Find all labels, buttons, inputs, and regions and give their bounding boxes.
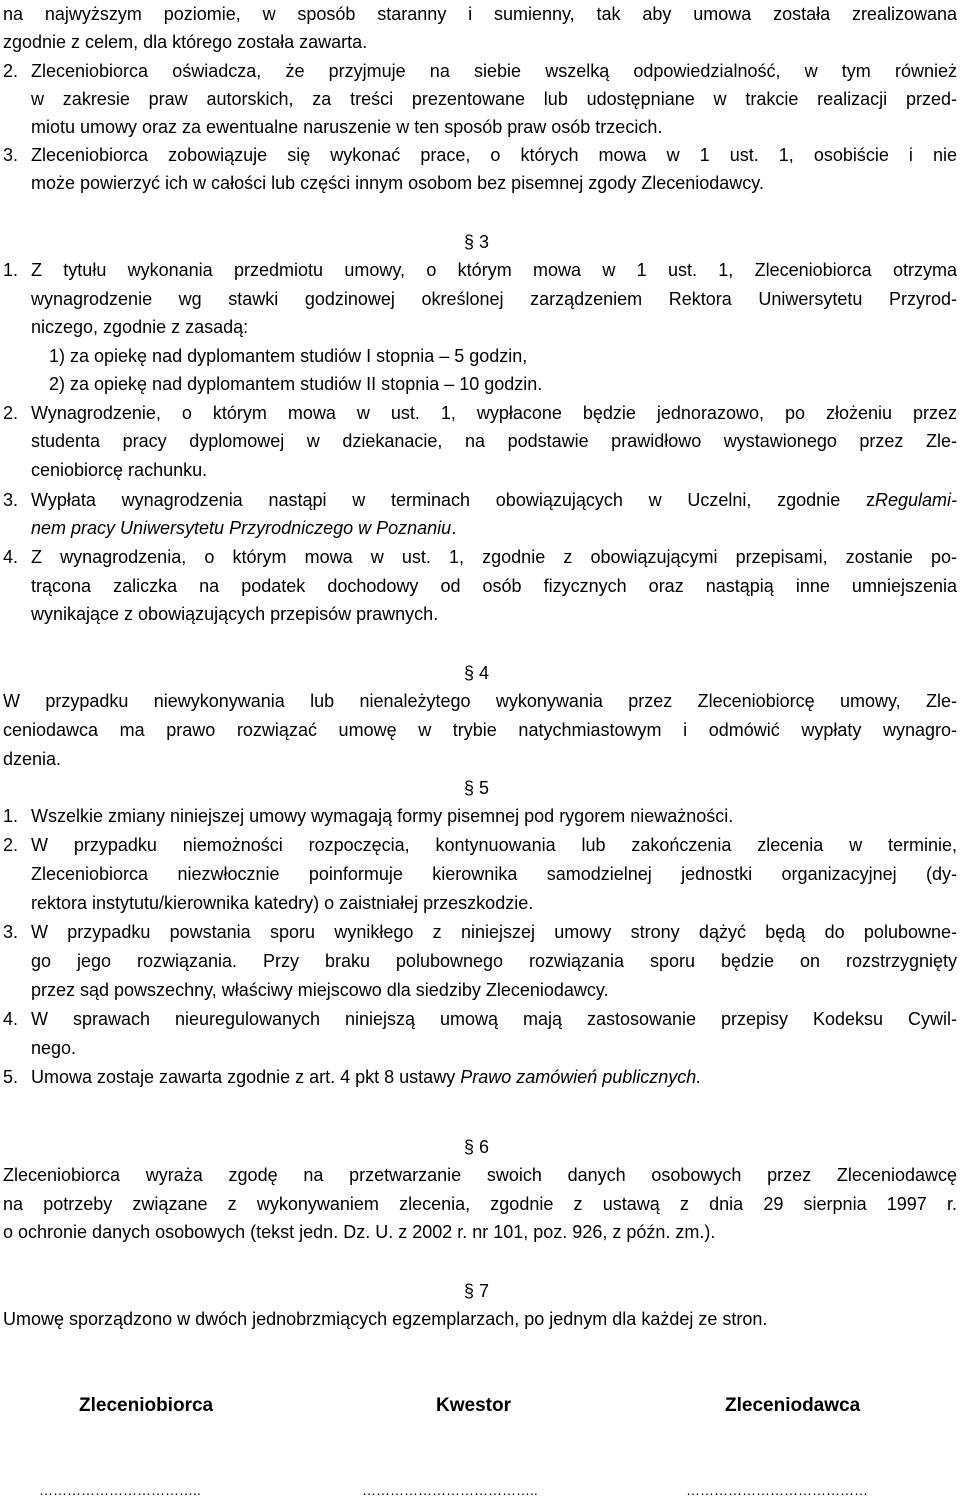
paragraph-line: na potrzeby związane z wykonywaniem zlecenia, zgodnie z ustawą z dnia 29 sierpnia 1997 r.: [3, 1194, 957, 1214]
signature-line-bursar: ………………………………..: [362, 1482, 538, 1498]
section-heading: § 5: [464, 778, 490, 798]
paragraph-line: nego.: [31, 1038, 77, 1058]
section-heading: § 6: [464, 1137, 490, 1157]
section-heading: § 7: [464, 1281, 490, 1301]
list-number: 4.: [3, 1009, 19, 1029]
paragraph-line: go jego rozwiązania. Przy braku polubownego rozwiązania sporu będzie on rozstrzygnięty: [31, 951, 957, 971]
paragraph-line: na najwyższym poziomie, w sposób staranny i sumienny, tak aby umowa została zrealizowana: [3, 4, 957, 24]
paragraph-line: Wypłata wynagrodzenia nastąpi w terminach obowiązujących w Uczelni, zgodnie z Regulami-: [31, 490, 957, 510]
paragraph-line: Zleceniobiorca zobowiązuje się wykonać prace, o których mowa w 1 ust. 1, osobiście i nie: [31, 145, 957, 165]
list-number: 4.: [3, 547, 19, 567]
list-number: 5.: [3, 1067, 19, 1087]
paragraph-line: dzenia.: [3, 749, 62, 769]
paragraph-line: Zleceniobiorca oświadcza, że przyjmuje na siebie wszelką odpowiedzialność, w tym również: [31, 61, 957, 81]
signature-line-client: …………………………………: [686, 1482, 868, 1498]
paragraph-line: o ochronie danych osobowych (tekst jedn. Dz. U. z 2002 r. nr 101, poz. 926, z późn. zm.).: [3, 1222, 716, 1242]
signature-label-bursar: Kwestor: [436, 1395, 511, 1416]
list-number: 1.: [3, 806, 19, 826]
paragraph-line: W przypadku niemożności rozpoczęcia, kontynuowania lub zakończenia zlecenia w terminie,: [31, 835, 957, 855]
list-number: 3.: [3, 490, 19, 510]
list-number: 1.: [3, 260, 19, 280]
paragraph-line: może powierzyć ich w całości lub części innym osobom bez pisemnej zgody Zleceniodawcy.: [31, 173, 764, 193]
paragraph-line: rektora instytutu/kierownika katedry) o zaistniałej przeszkodzie.: [31, 893, 534, 913]
paragraph-line: Wszelkie zmiany niniejszej umowy wymagają formy pisemnej pod rygorem nieważności.: [31, 806, 734, 826]
paragraph-line: niczego, zgodnie z zasadą:: [31, 317, 249, 337]
signature-line-contractor: ……………………………..: [39, 1482, 201, 1498]
signature-label-client: Zleceniodawca: [725, 1395, 861, 1416]
paragraph-line: trącona zaliczka na podatek dochodowy od osób fizycznych oraz nastąpią inne umniejszenia: [31, 576, 957, 596]
list-number: 2.: [3, 403, 19, 423]
list-number: 2.: [3, 61, 19, 81]
paragraph-line: studenta pracy dyplomowej w dziekanacie, na podstawie prawidłowo wystawionego przez Zle-: [31, 431, 957, 451]
signature-label-contractor: Zleceniobiorca: [79, 1395, 214, 1416]
paragraph-line: miotu umowy oraz za ewentualne naruszenie w ten sposób praw osób trzecich.: [31, 117, 663, 137]
paragraph-line: Wynagrodzenie, o którym mowa w ust. 1, wypłacone będzie jednorazowo, po złożeniu przez: [31, 403, 957, 423]
paragraph-line: W przypadku powstania sporu wynikłego z niniejszej umowy strony dążyć będą do polubowne-: [31, 922, 957, 942]
section-sign-icon: §: [464, 1281, 480, 1301]
paragraph-line: wynikające z obowiązujących przepisów prawnych.: [31, 604, 439, 624]
section-sign-icon: §: [464, 778, 480, 798]
list-number: 3.: [3, 922, 19, 942]
section-sign-icon: §: [464, 663, 480, 683]
paragraph-line: Umowę sporządzono w dwóch jednobrzmiących egzemplarzach, po jednym dla każdej ze stron.: [3, 1309, 768, 1329]
sub-list-item: 1) za opiekę nad dyplomantem studiów I stopnia – 5 godzin,: [49, 346, 528, 366]
paragraph-line: W sprawach nieuregulowanych niniejszą umową mają zastosowanie przepisy Kodeksu Cywil-: [31, 1009, 957, 1029]
paragraph-line: ceniobiorcę rachunku.: [31, 460, 208, 480]
paragraph-line: Z wynagrodzenia, o którym mowa w ust. 1, zgodnie z obowiązującymi przepisami, zostanie po-: [31, 547, 957, 567]
paragraph-line: Z tytułu wykonania przedmiotu umowy, o którym mowa w 1 ust. 1, Zleceniobiorca otrzyma: [31, 260, 957, 280]
paragraph-line: przez sąd powszechny, właściwy miejscowo dla siedziby Zleceniodawcy.: [31, 980, 609, 1000]
list-number: 3.: [3, 145, 19, 165]
section-heading: § 3: [464, 232, 490, 252]
section-sign-icon: §: [464, 1137, 480, 1157]
list-number: 2.: [3, 835, 19, 855]
paragraph-line: wynagrodzenie wg stawki godzinowej określonej zarządzeniem Rektora Uniwersytetu Przyrod-: [31, 289, 957, 309]
sub-list-item: 2) za opiekę nad dyplomantem studiów II stopnia – 10 godzin.: [49, 374, 543, 394]
paragraph-line: w zakresie praw autorskich, za treści prezentowane lub udostępniane w trakcie realizacji przed-: [31, 89, 957, 109]
paragraph-line: W przypadku niewykonywania lub nienależytego wykonywania przez Zleceniobiorcę umowy, Zle-: [3, 691, 957, 711]
paragraph-line: Zleceniobiorca niezwłocznie poinformuje kierownika samodzielnej jednostki organizacyjnej (dy-: [31, 864, 957, 884]
section-heading: § 4: [464, 663, 490, 683]
paragraph-line: Umowa zostaje zawarta zgodnie z art. 4 pkt 8 ustawy Prawo zamówień publicznych.: [31, 1067, 702, 1087]
section-sign-icon: §: [464, 232, 480, 252]
paragraph-line: ceniodawca ma prawo rozwiązać umowę w trybie natychmiastowym i odmówić wypłaty wynagro-: [3, 720, 957, 740]
paragraph-line: Zleceniobiorca wyraża zgodę na przetwarzanie swoich danych osobowych przez Zleceniodawcę: [3, 1165, 957, 1185]
paragraph-line: zgodnie z celem, dla którego została zawarta.: [3, 32, 368, 52]
paragraph-line: nem pracy Uniwersytetu Przyrodniczego w Poznaniu.: [31, 518, 457, 538]
